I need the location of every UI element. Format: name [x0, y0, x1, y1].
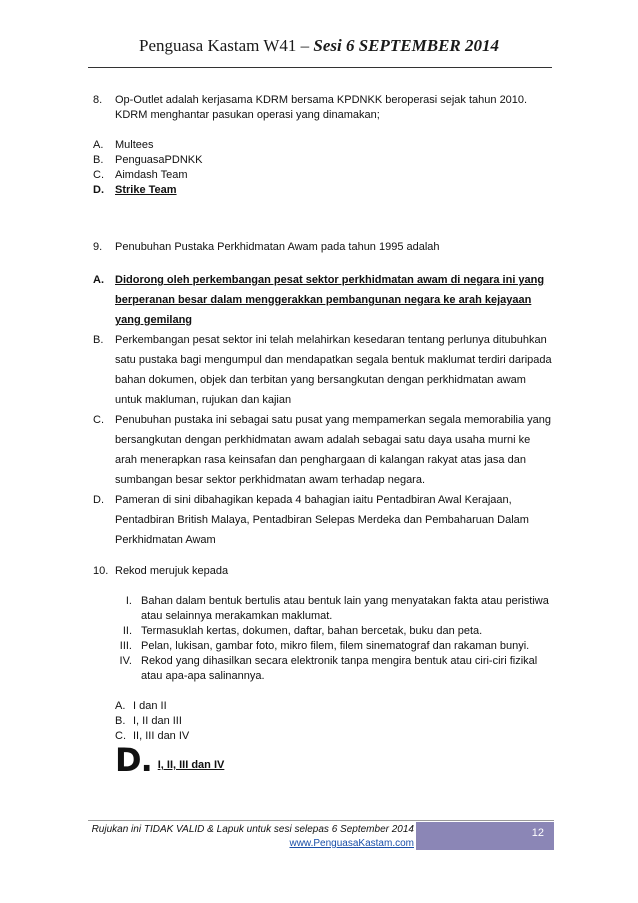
option-text: I, II, III dan IV [157, 759, 225, 771]
question-text: Op-Outlet adalah kerjasama KDRM bersama KPDNKK beroperasi sejak tahun 2010. KDRM menghantar pasukan operasi yang dinamakan; [115, 94, 528, 121]
option-text: PenguasaPDNKK [115, 154, 203, 166]
page-header [0, 36, 638, 56]
footer-note-block [88, 823, 414, 851]
footer-note: Rujukan ini TIDAK VALID & Lapuk untuk sesi selepas 6 September 2014 [91, 824, 414, 835]
question-number: 8. [93, 94, 103, 106]
option-b [115, 714, 553, 729]
header-session: Sesi 6 SEPTEMBER 2014 [313, 36, 499, 55]
statement-text: Rekod yang dihasilkan secara elektronik tanpa mengira bentuk atau ciri-ciri fizikal atau apa-apa salinannya. [141, 655, 538, 682]
option-letter: B. [93, 334, 104, 346]
option-a [93, 138, 553, 153]
option-a [115, 699, 553, 714]
option-letter: C. [93, 414, 104, 426]
page-number: 12 [531, 827, 544, 839]
question-8 [93, 93, 553, 123]
statement-numeral: III. [119, 640, 132, 652]
question-10 [93, 564, 553, 579]
option-text: Didorong oleh perkembangan pesat sektor perkhidmatan awam di negara ini yang berperanan besar dalam menggerakkan pembangunan negara ke arah kejayaan yang gemilang [115, 274, 545, 326]
option-letter: B. [93, 154, 104, 166]
website-link[interactable]: www.PenguasaKastam.com [289, 838, 414, 849]
option-text: Perkembangan pesat sektor ini telah melahirkan kesedaran tentang perlunya ditubuhkan satu pustaka bagi mengumpul dan mendapatkan segala bentuk maklumat terdiri daripada bahan dokumen, objek dan terbitan yang bersangkutan dengan perkhidmatan awam untuk makluman, rujukan dan kajian [115, 334, 552, 406]
header-title: Penguasa Kastam W41 – [139, 36, 314, 55]
statement-text: Termasuklah kertas, dokumen, daftar, bahan bercetak, buku dan peta. [141, 625, 483, 637]
option-letter-large: D. [115, 741, 152, 779]
option-letter: D. [93, 494, 104, 506]
option-c [93, 168, 553, 183]
statement-numeral: I. [125, 595, 132, 607]
statement-numeral: II. [122, 625, 132, 637]
option-text: Penubuhan pustaka ini sebagai satu pusat yang mempamerkan segala memorabilia yang bersangkutan dengan perkhidmatan awam adalah sebagai satu daya usaha murni ke arah menerapkan rasa keinsafan dan penghargaan di kalangan rakyat atas jasa dan sumbangan besar sektor perkhidmatan awam terhadap negara. [115, 414, 551, 486]
option-d-answer [115, 741, 553, 779]
option-c [115, 729, 553, 744]
statement-text: Bahan dalam bentuk bertulis atau bentuk lain yang menyatakan fakta atau peristiwa atau selainnya merakamkan maklumat. [141, 595, 549, 622]
option-text: Strike Team [115, 184, 177, 196]
option-letter: B. [115, 715, 126, 727]
document-body [93, 93, 553, 779]
option-d [93, 490, 553, 550]
statement-iv [115, 654, 553, 684]
statement-numeral: IV. [119, 655, 132, 667]
footer-divider [88, 820, 554, 821]
question-number: 10. [93, 565, 109, 577]
option-text: Aimdash Team [115, 169, 188, 181]
option-text: Pameran di sini dibahagikan kepada 4 bahagian iaitu Pentadbiran Awal Kerajaan, Pentadbiran British Malaya, Pentadbiran Selepas Merdeka dan Pembaharuan Dalam Perkhidmatan Awam [115, 494, 529, 546]
option-d-answer [93, 183, 553, 198]
question-number: 9. [93, 241, 103, 253]
option-letter: A. [93, 139, 104, 151]
option-letter: D. [93, 184, 104, 196]
option-text: I, II dan III [133, 715, 182, 727]
question-9 [93, 240, 553, 255]
statement-ii [115, 624, 553, 639]
statement-text: Pelan, lukisan, gambar foto, mikro filem, filem sinematograf dan rakaman bunyi. [141, 640, 530, 652]
option-letter: C. [115, 730, 126, 742]
statement-iii [115, 639, 553, 654]
option-letter: C. [93, 169, 104, 181]
statement-i [115, 594, 553, 624]
question-text: Rekod merujuk kepada [115, 565, 229, 577]
option-text: II, III dan IV [133, 730, 190, 742]
option-letter: A. [93, 274, 104, 286]
page-number-box [416, 822, 554, 850]
option-b [93, 330, 553, 410]
header-divider [88, 67, 552, 68]
option-text: I dan II [133, 700, 167, 712]
option-letter: A. [115, 700, 126, 712]
option-a-answer [93, 270, 553, 330]
option-b [93, 153, 553, 168]
option-text: Multees [115, 139, 154, 151]
option-c [93, 410, 553, 490]
question-text: Penubuhan Pustaka Perkhidmatan Awam pada tahun 1995 adalah [115, 241, 440, 253]
